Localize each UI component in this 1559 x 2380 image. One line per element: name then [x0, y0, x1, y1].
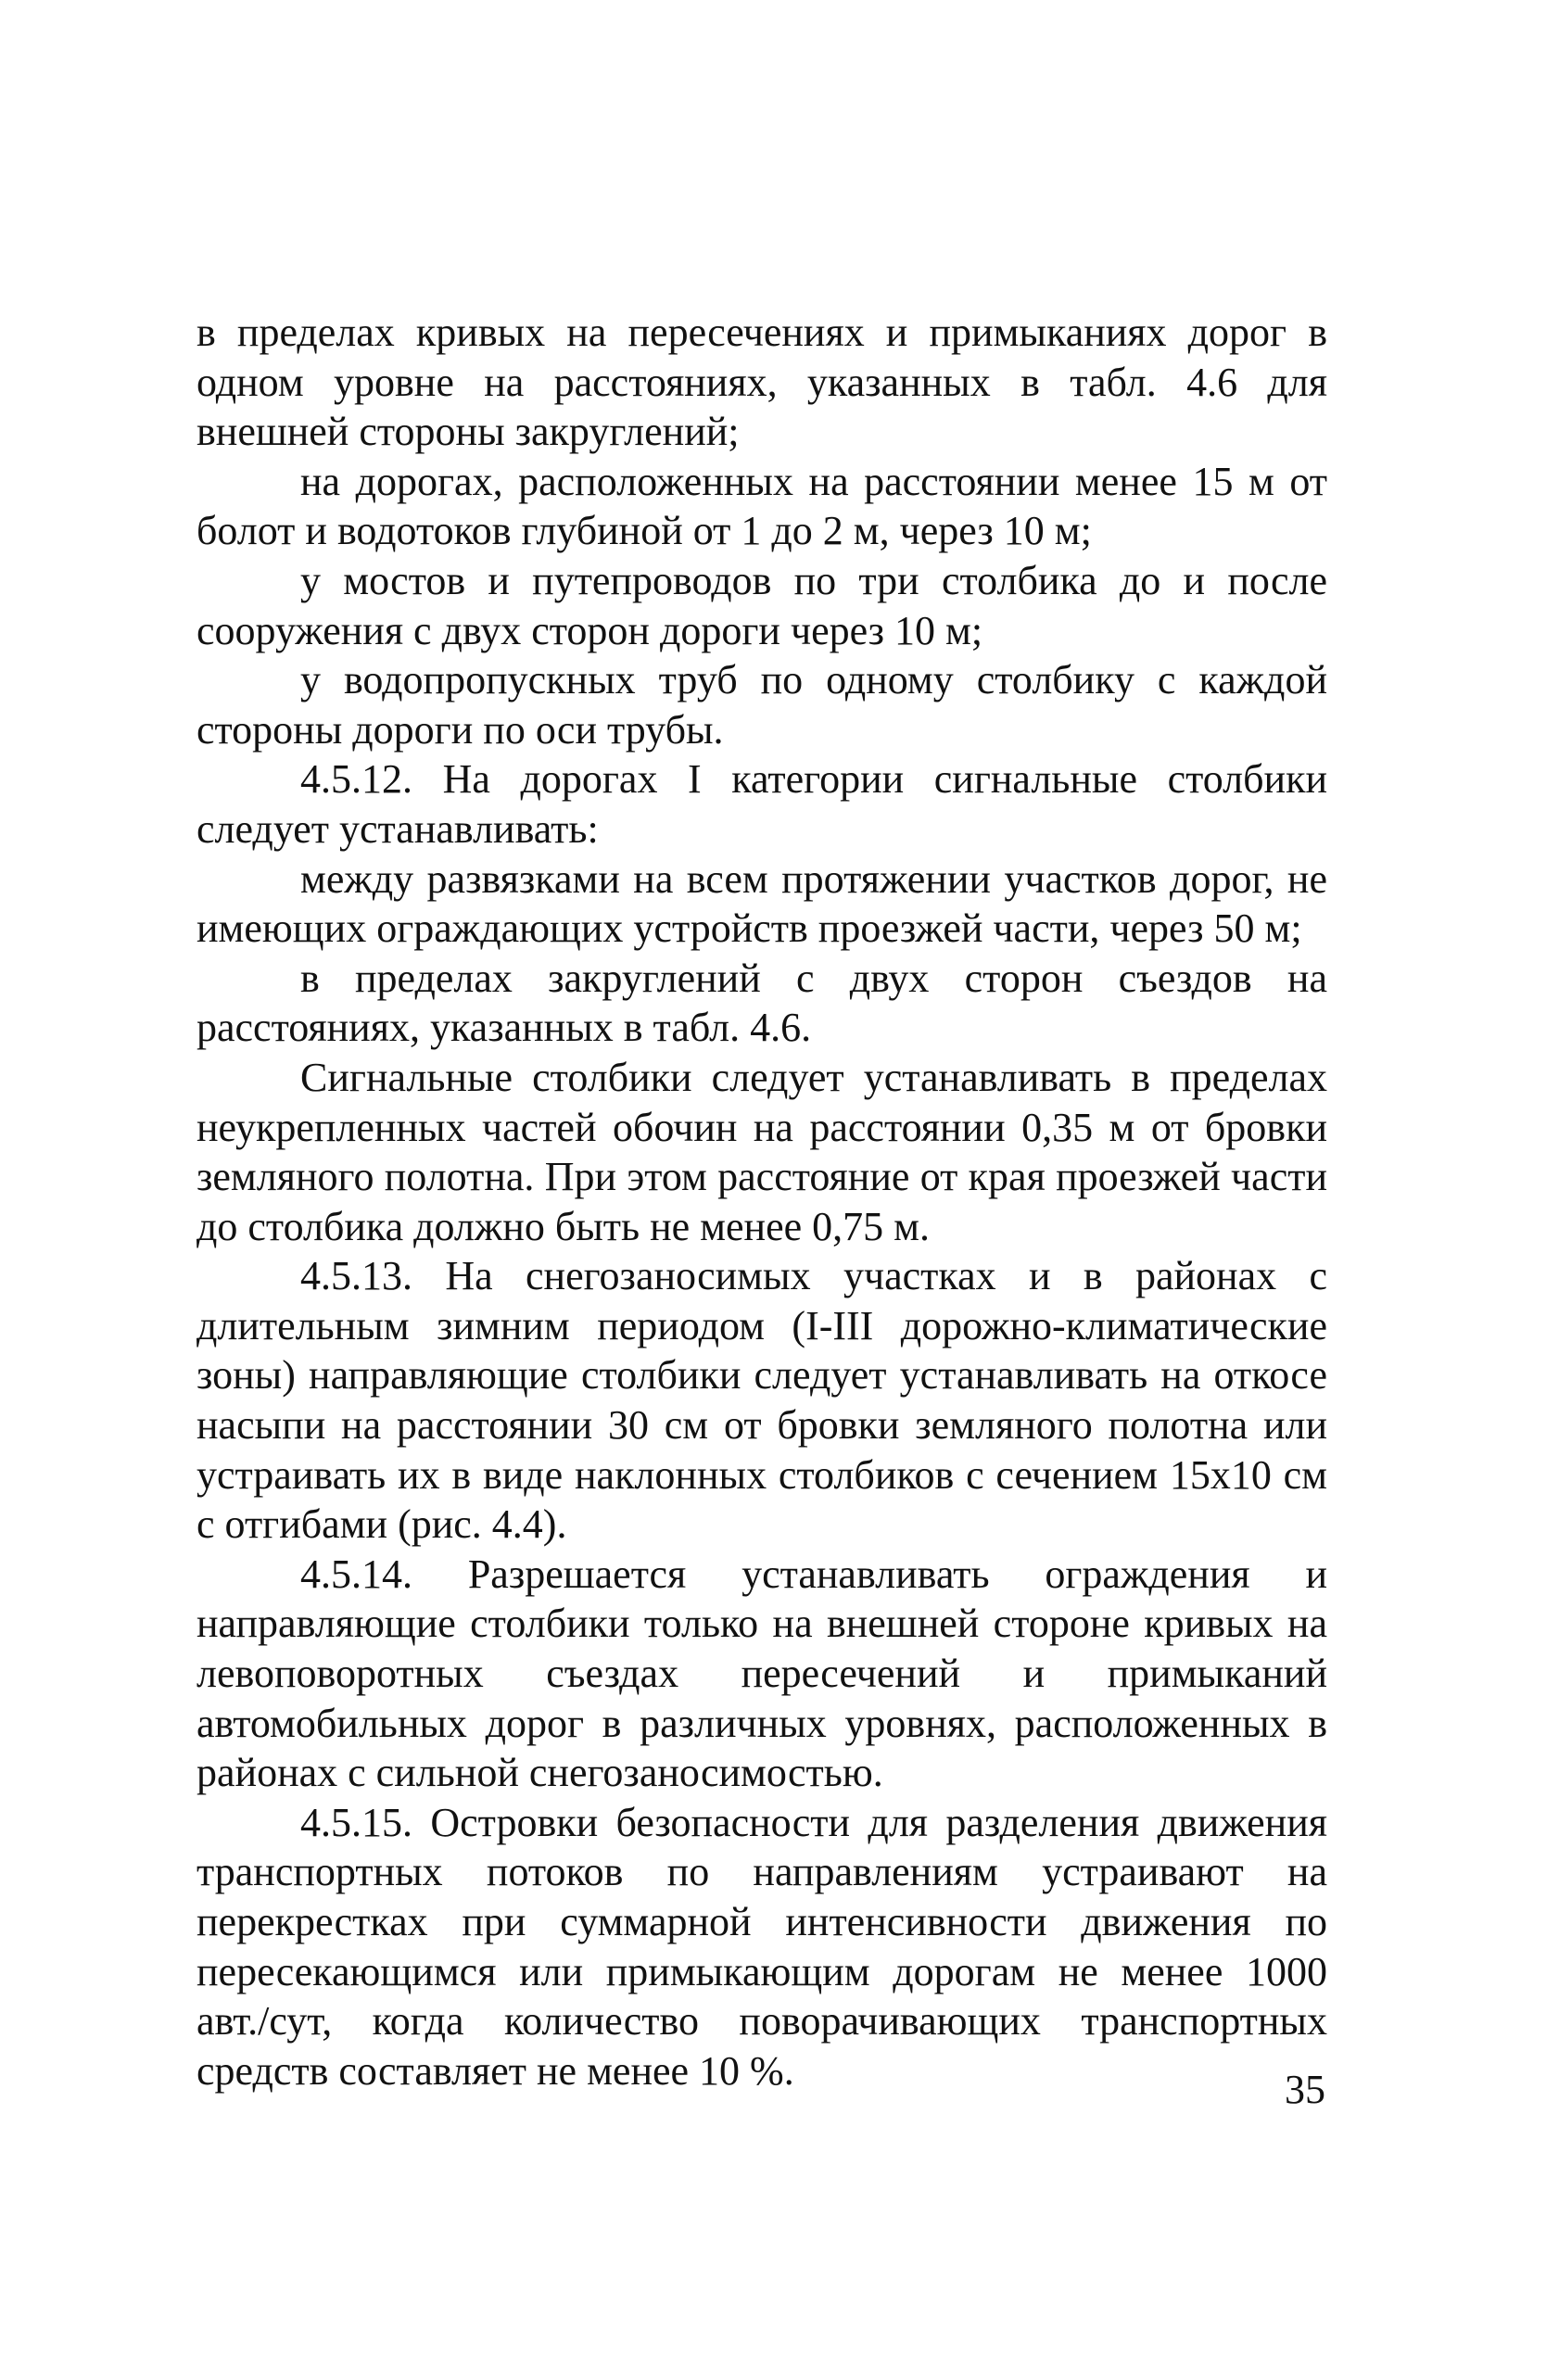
paragraph-4-5-13: 4.5.13. На снегозаносимых участках и в районах с длительным зимним периодом (I-III дорожно-климатические зоны) направляющие столбики следует устанавливать на откосе насыпи на расстоянии 30 см от бровки земляного полотна или устраивать их в виде наклонных столбиков с сечением 15x10 см с отгибами (рис. 4.4). [196, 1253, 1327, 1548]
paragraph-interchanges: между развязками на всем протяжении участков дорог, не имеющих ограждающих устройств проезжей части, через 50 м; [196, 855, 1327, 952]
page-number: 35 [1285, 2067, 1325, 2112]
body-text [196, 308, 1327, 2095]
paragraph-shoulders: Сигнальные столбики следует устанавливать в пределах неукрепленных частей обочин на расстоянии 0,35 м от бровки земляного полотна. При этом расстояние от края проезжей части до столбика должно быть не менее 0,75 м. [196, 1054, 1327, 1249]
paragraph-culverts: у водопропускных труб по одному столбику с каждой стороны дороги по оси трубы. [196, 657, 1327, 753]
paragraph-swamps: на дорогах, расположенных на расстоянии менее 15 м от болот и водотоков глубиной от 1 до 2 м, через 10 м; [196, 458, 1327, 554]
paragraph-bridges: у мостов и путепроводов по три столбика до и после сооружения с двух сторон дороги через 10 м; [196, 557, 1327, 653]
paragraph-4-5-15: 4.5.15. Островки безопасности для разделения движения транспортных потоков по направлениям устраивают на перекрестках при суммарной интенсивности движения по пересекающимся или примыкающим дорогам не менее 1000 авт./сут, когда количество поворачивающих транспортных средств составляет не менее 10 %. [196, 1799, 1327, 2094]
paragraph-4-5-14: 4.5.14. Разрешается устанавливать ограждения и направляющие столбики только на внешней стороне кривых на левоповоротных съездах пересечений и примыканий автомобильных дорог в различных уровнях, расположенных в районах с сильной снегозаносимостью. [196, 1551, 1327, 1796]
paragraph-curves: в пределах кривых на пересечениях и примыканиях дорог в одном уровне на расстояниях, указанных в табл. 4.6 для внешней стороны закруглений; [196, 310, 1327, 455]
paragraph-roundings: в пределах закруглений с двух сторон съездов на расстояниях, указанных в табл. 4.6. [196, 955, 1327, 1051]
paragraph-4-5-12: 4.5.12. На дорогах I категории сигнальные столбики следует устанавливать: [196, 756, 1327, 852]
